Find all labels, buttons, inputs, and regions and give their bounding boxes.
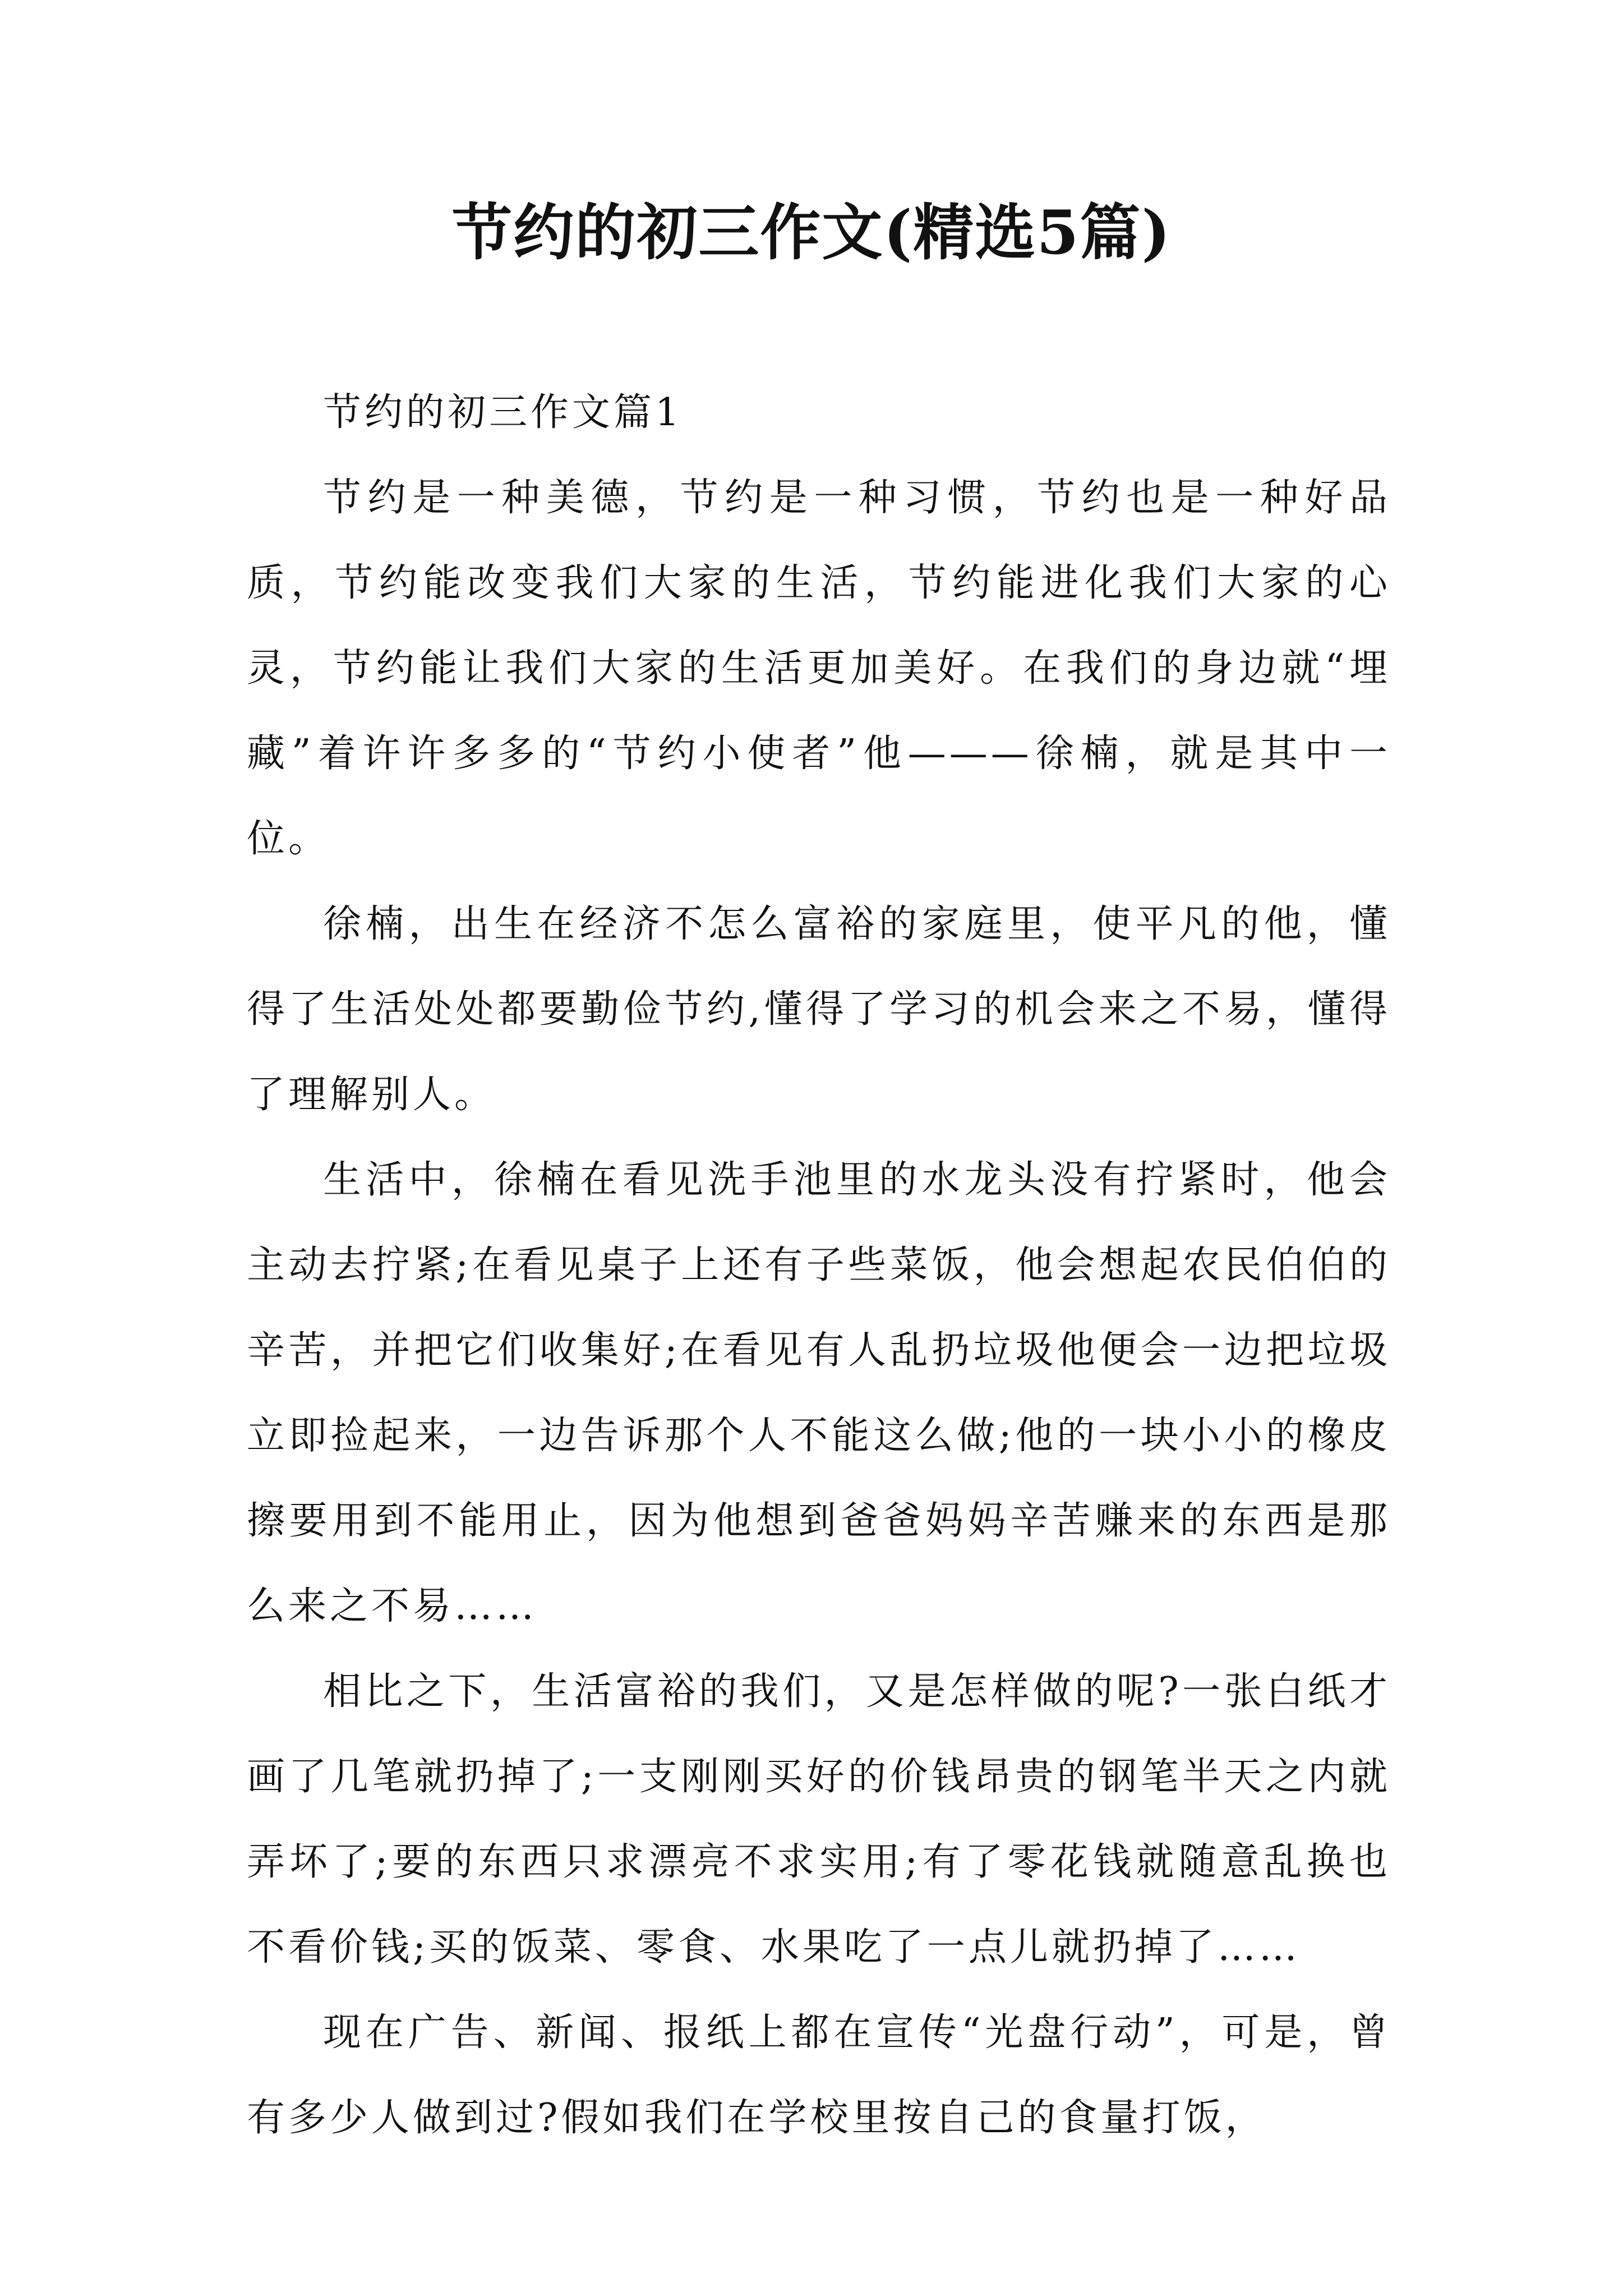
paragraph: 相比之下，生活富裕的我们，又是怎样做的呢?一张白纸才画了几笔就扔掉了;一支刚刚买好的价钱昂贵的钢笔半天之内就弄坏了;要的东西只求漂亮不求实用;有了零花钱就随意乱换也不看价钱;买的饭菜、零食、水果吃了一点儿就扔掉了…… [247,1669,1391,1970]
paragraph: 徐楠，出生在经济不怎么富裕的家庭里，使平凡的他，懂得了生活处处都要勤俭节约,懂得了学习的机会来之不易，懂得了理解别人。 [247,902,1391,1117]
document-body [247,370,1391,2161]
paragraph: 现在广告、新闻、报纸上都在宣传“光盘行动”，可是，曾有多少人做到过?假如我们在学校里按自己的食量打饭， [247,2010,1391,2140]
section-heading: 节约的初三作文篇1 [323,390,683,435]
document-title: 节约的初三作文(精选5篇) [451,197,1172,268]
paragraph: 节约是一种美德，节约是一种习惯，节约也是一种好品质，节约能改变我们大家的生活，节约能进化我们大家的心灵，节约能让我们大家的生活更加美好。在我们的身边就“埋藏”着许许多多的“节约小使者”他———徐楠，就是其中一位。 [247,476,1391,861]
paragraph: 生活中，徐楠在看见洗手池里的水龙头没有拧紧时，他会主动去拧紧;在看见桌子上还有子些菜饭，他会想起农民伯伯的辛苦，并把它们收集好;在看见有人乱扔垃圾他便会一边把垃圾立即捡起来，一边告诉那个人不能这么做;他的一块小小的橡皮擦要用到不能用止，因为他想到爸爸妈妈辛苦赚来的东西是那么来之不易…… [247,1158,1391,1628]
